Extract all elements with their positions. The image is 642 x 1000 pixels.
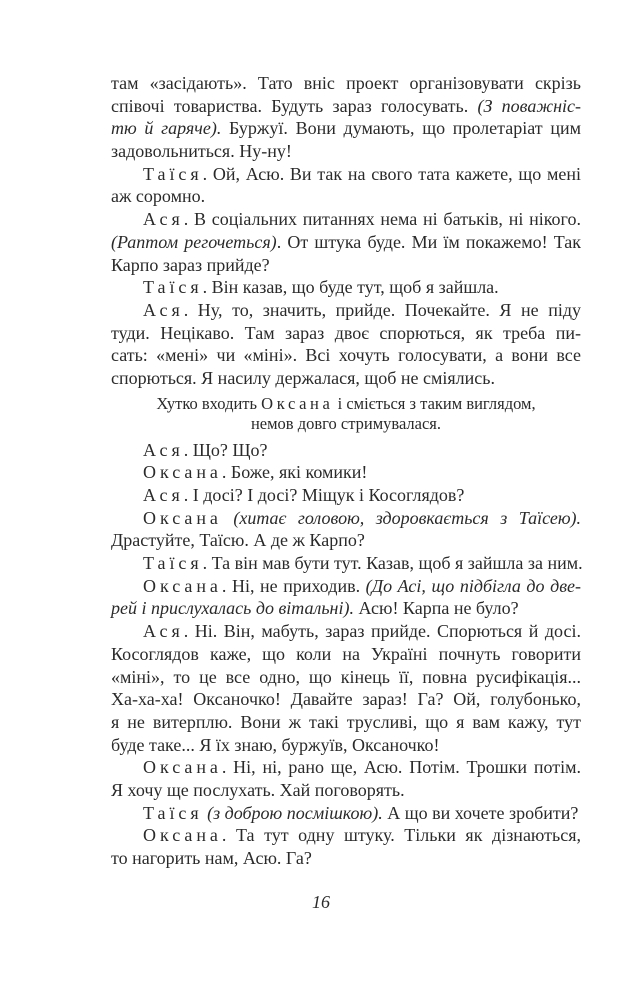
text-segment: . Та він мав бути тут. Казав, щоб я зайшла за ним. [202,553,583,574]
text-segment: «міні», то це все одно, що кінець її, повна русифікація... [111,666,581,687]
text-segment: Хутко входить [156,393,262,413]
dialogue-paragraph [111,208,581,276]
text-segment: . Що? Що? [183,439,268,460]
text-line [111,666,581,689]
text-segment: Я хочу ще послухать. Хай поговорять. [111,779,405,800]
text-line [111,95,581,118]
text-segment: Ха-ха-ха! Оксаночко! Давайте зараз! Га? Ой, голубонько, [111,689,581,710]
dialogue-paragraph [111,439,581,462]
dialogue-paragraph [111,802,581,825]
speaker-name: Оксана [143,757,222,778]
text-line [111,394,581,415]
text-segment: . Ні, не приходив. [221,575,366,596]
dialogue-paragraph [111,575,581,620]
text-line [111,344,581,367]
text-line [111,643,581,666]
dialogue-paragraph [111,72,581,163]
dialogue-paragraph [111,276,581,299]
dialogue-paragraph [111,484,581,507]
text-line [111,484,581,507]
stage-remark: тю й гаряче). [111,118,222,139]
text-line [111,711,581,734]
text-line [111,231,581,254]
stage-remark: (хитає головою, здоровкається з Таїсею). [233,507,581,528]
text-segment: . Та тут одну штуку. Тільки як дізнаються, [221,825,581,846]
text-line [111,529,581,552]
text-line [111,72,581,95]
text-line [111,117,581,140]
book-page-text [111,72,581,870]
text-line [111,824,581,847]
text-segment: . Ой, Асю. Ви так на свого тата кажете, що мені [202,163,581,184]
speaker-name: Оксана [143,462,222,483]
dialogue-paragraph [111,620,581,756]
text-segment: співочі товариства. Будуть зараз голосувать. [111,95,478,116]
text-segment: . От штука буде. Ми їм покажемо! Так [276,231,582,252]
text-line [111,688,581,711]
text-segment: . Він казав, що буде тут, щоб я зайшла. [202,277,499,298]
text-segment: А що ви хочете зробити? [382,802,579,823]
text-segment: . Ні, ні, рано ще, Асю. Потім. Трошки потім. [221,757,581,778]
text-line [111,208,581,231]
text-segment: задовольниться. Ну-ну! [111,141,292,162]
speaker-name: Оксана [143,575,222,596]
dialogue-paragraph [111,507,581,552]
speaker-name: Таїся [143,802,203,823]
speaker-name: Ася [143,209,184,230]
stage-remark: (Раптом регочеться) [111,231,277,252]
speaker-name: Ася [143,299,184,320]
stage-remark: (з доброю посмішкою). [207,802,383,823]
text-segment: . І досі? І досі? Міщук і Косоглядов? [183,485,465,505]
text-segment: і сміється з таким виглядом, [333,393,536,413]
text-line [111,847,581,870]
text-line [111,367,581,390]
text-line [111,276,581,299]
text-line [111,756,581,779]
text-segment: немов довго стримувалася. [250,414,442,434]
text-segment: туди. Нецікаво. Там зараз двоє спорються, як треба пи- [111,322,581,343]
text-segment: Драстуйте, Таїсю. А де ж Карпо? [111,530,365,551]
text-segment: Косоглядов каже, що коли на Україні почнуть говорити [111,643,581,664]
speaker-name: Таїся [143,553,203,574]
text-line [111,575,581,598]
text-line [111,254,581,277]
dialogue-paragraph [111,299,581,390]
text-segment: буде таке... Я їх знаю, буржуїв, Оксаночко! [111,734,440,755]
text-line [111,299,581,322]
dialogue-paragraph [111,163,581,208]
text-segment: то нагорить нам, Асю. Га? [111,848,312,868]
text-segment: . Ні. Він, мабуть, зараз прийде. Спорються й досі. [183,621,581,642]
stage-remark: (З поважніс- [477,95,581,116]
text-line [111,779,581,802]
speaker-name: Таїся [143,163,203,184]
text-line [111,507,581,530]
text-segment: Асю! Карпа не було? [353,598,519,619]
text-segment: . Ну, то, значить, прийде. Почекайте. Я не піду [183,299,581,320]
speaker-name: Ася [143,621,184,642]
text-line [111,163,581,186]
text-line [111,734,581,757]
stage-remark: (До Асі, що підбігла до две- [365,575,581,596]
dialogue-paragraph [111,461,581,484]
speaker-name: Оксана [143,507,222,528]
text-segment: Карпо зараз прийде? [111,254,270,275]
text-segment: сать: «мені» чи «міні». Всі хочуть голосувати, а вони все [111,345,581,366]
speaker-name: Оксана [143,825,222,846]
text-line [111,802,581,825]
text-segment: аж соромно. [111,186,206,207]
text-segment: . Боже, які комики! [221,462,368,483]
stage-remark: рей і прислухалась до вітальні). [111,598,354,619]
text-line [111,439,581,462]
speaker-name: Ася [143,439,184,460]
page-number: 16 [312,892,330,912]
text-line [111,552,581,575]
speaker-name: Оксана [261,393,334,413]
dialogue-paragraph [111,756,581,801]
text-line [111,185,581,208]
text-line [111,414,581,435]
speaker-name: Таїся [143,277,203,298]
text-line [111,322,581,345]
dialogue-paragraph [111,552,581,575]
text-segment: . В соціальних питаннях нема ні батьків, ні нікого. [183,209,581,230]
text-segment: Буржуї. Вони думають, що пролетаріат цим [221,118,581,139]
text-segment: спорються. Я насилу держалася, щоб не сміялись. [111,367,495,388]
text-segment: я не витерплю. Вони ж такі трусливі, що я вам кажу, тут [111,711,581,732]
speaker-name: Ася [143,485,184,505]
text-line [111,461,581,484]
dialogue-paragraph [111,824,581,869]
text-line [111,140,581,163]
text-line [111,597,581,620]
text-segment: там «засідають». Тато вніс проект організовувати скрізь [111,73,581,93]
stage-direction [111,394,581,435]
text-line [111,620,581,643]
text-segment [222,508,233,528]
